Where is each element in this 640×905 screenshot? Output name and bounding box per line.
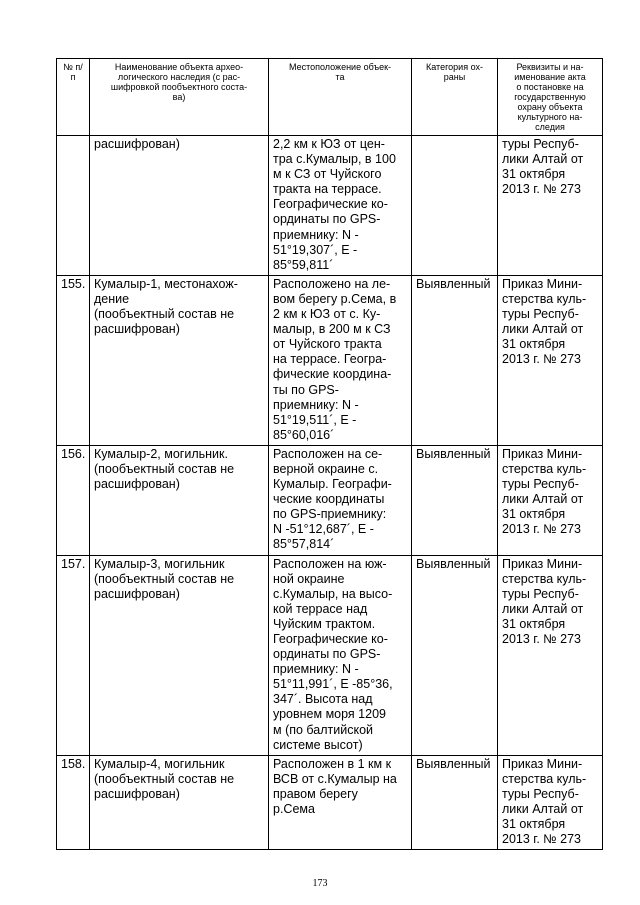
table-row (57, 136, 603, 276)
protection-category: Выявленный (412, 555, 498, 755)
table-header-row (57, 59, 603, 136)
row-number (57, 136, 90, 276)
table-row (57, 445, 603, 555)
object-location: Расположен на юж- ной окраине с.Кумалыр, на высо- кой террасе над Чуйским трактом. Географические ко- ординаты по GPS- приемнику: N - 51°11,991´, E -85°36, 347´. Высота над уровнем моря 1209 м (по балтийской системе высот) (269, 555, 412, 755)
table-row (57, 755, 603, 850)
row-number: 158. (57, 755, 90, 850)
object-name: Кумалыр-2, могильник. (пообъектный состав не расшифрован) (90, 445, 269, 555)
object-location: Расположен в 1 км к ВСВ от с.Кумалыр на правом берегу р.Сема (269, 755, 412, 850)
protection-category: Выявленный (412, 755, 498, 850)
page-number: 173 (312, 878, 328, 889)
row-number: 155. (57, 275, 90, 445)
row-number: 156. (57, 445, 90, 555)
protection-category (412, 136, 498, 276)
header-object-name: Наименование объекта архео- логического наследия (с рас- шифровкой пообъектного соста- ва) (90, 59, 269, 136)
protection-category: Выявленный (412, 445, 498, 555)
object-name: Кумалыр-3, могильник (пообъектный состав не расшифрован) (90, 555, 269, 755)
table-row (57, 555, 603, 755)
act-requisites: Приказ Мини- стерства куль- туры Респуб- лики Алтай от 31 октября 2013 г. № 273 (498, 555, 603, 755)
object-location: 2,2 км к ЮЗ от цен- тра с.Кумалыр, в 100 м к СЗ от Чуйского тракта на террасе. Географические ко- ординаты по GPS- приемнику: N - 51°19,307´, E - 85°59,811´ (269, 136, 412, 276)
header-number: № п/п (57, 59, 90, 136)
table-row (57, 275, 603, 445)
header-location: Местоположение объек- та (269, 59, 412, 136)
row-number: 157. (57, 555, 90, 755)
object-location: Расположено на ле- вом берегу р.Сема, в 2 км к ЮЗ от с. Ку- малыр, в 200 м к СЗ от Чуйского тракта на террасе. Геогра- фические координа- ты по GPS- приемнику: N - 51°19,511´, E - 85°60,016´ (269, 275, 412, 445)
object-name: расшифрован) (90, 136, 269, 276)
act-requisites: Приказ Мини- стерства куль- туры Респуб- лики Алтай от 31 октября 2013 г. № 273 (498, 445, 603, 555)
act-requisites: Приказ Мини- стерства куль- туры Респуб- лики Алтай от 31 октября 2013 г. № 273 (498, 755, 603, 850)
act-requisites: туры Респуб- лики Алтай от 31 октября 2013 г. № 273 (498, 136, 603, 276)
object-location: Расположен на се- верной окраине с. Кумалыр. Географи- ческие координаты по GPS-приемнику: N -51°12,687´, E - 85°57,814´ (269, 445, 412, 555)
protection-category: Выявленный (412, 275, 498, 445)
object-name: Кумалыр-1, местонахож- дение (пообъектный состав не расшифрован) (90, 275, 269, 445)
object-name: Кумалыр-4, могильник (пообъектный состав не расшифрован) (90, 755, 269, 850)
act-requisites: Приказ Мини- стерства куль- туры Респуб- лики Алтай от 31 октября 2013 г. № 273 (498, 275, 603, 445)
header-category: Категория ох- раны (412, 59, 498, 136)
heritage-register-table (56, 58, 603, 850)
header-requisites: Реквизиты и на- именование акта о постановке на государственную охрану объекта культурного на- следия (498, 59, 603, 136)
